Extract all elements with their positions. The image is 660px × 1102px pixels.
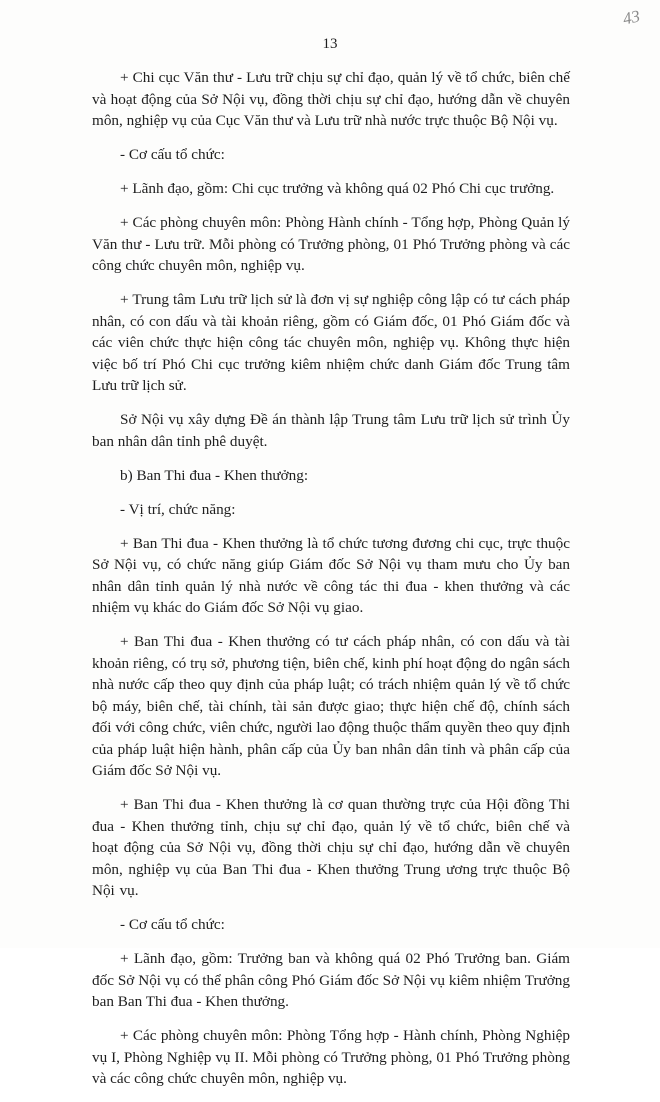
- paragraph: + Lãnh đạo, gồm: Trưởng ban và không quá 02 Phó Trưởng ban. Giám đốc Sở Nội vụ có thể phân công Phó Giám đốc Sở Nội vụ kiêm nhiệm Trưởng ban Ban Thi đua - Khen thưởng.: [92, 950, 570, 1010]
- paragraph: Sở Nội vụ xây dựng Đề án thành lập Trung tâm Lưu trữ lịch sử trình Ủy ban nhân dân tỉnh phê duyệt.: [92, 411, 570, 450]
- page-number: 13: [322, 36, 338, 52]
- section-heading: b) Ban Thi đua - Khen thưởng:: [120, 466, 309, 484]
- paragraph: + Trung tâm Lưu trữ lịch sử là đơn vị sự nghiệp công lập có tư cách pháp nhân, có con dấu và tài khoản riêng, gồm có Giám đốc, 01 Phó Giám đốc và các viên chức thực hiện công tác chuyên môn, nghiệp vụ. Không thực hiện việc bố trí Phó Chi cục trưởng kiêm nhiệm chức danh Giám đốc Trung tâm Lưu trữ lịch sử.: [92, 291, 570, 394]
- paragraph: + Các phòng chuyên môn: Phòng Tổng hợp - Hành chính, Phòng Nghiệp vụ I, Phòng Nghiệp vụ II. Mỗi phòng có Trưởng phòng, 01 Phó Trưởng phòng và các công chức chuyên môn, nghiệp vụ.: [92, 1027, 570, 1087]
- paragraph: - Cơ cấu tổ chức:: [120, 146, 225, 163]
- paragraph: + Ban Thi đua - Khen thưởng có tư cách pháp nhân, có con dấu và tài khoản riêng, có trụ sở, phương tiện, biên chế, kinh phí hoạt động do ngân sách nhà nước cấp theo quy định của pháp luật; có trách nhiệm quản lý về tổ chức bộ máy, biên chế, tài chính, tài sản được giao; thực hiện chế độ, chính sách đối với công chức, viên chức, người lao động thuộc thẩm quyền theo quy định của pháp luật hiện hành, phân cấp của Ủy ban nhân dân tỉnh và phân cấp của Giám đốc Sở Nội vụ.: [92, 633, 570, 779]
- handwritten-page-mark: 43: [621, 6, 642, 29]
- paragraph: + Ban Thi đua - Khen thưởng là cơ quan thường trực của Hội đồng Thi đua - Khen thưởng tỉnh, chịu sự chỉ đạo, quản lý về tổ chức, biên chế và hoạt động của Sở Nội vụ, đồng thời chịu sự chỉ đạo, hướng dẫn về chuyên môn, nghiệp vụ của Ban Thi đua - Khen thưởng Trung ương trực thuộc Bộ Nội vụ.: [92, 796, 570, 899]
- paragraph: + Ban Thi đua - Khen thưởng là tổ chức tương đương chi cục, trực thuộc Sở Nội vụ, có chức năng giúp Giám đốc Sở Nội vụ tham mưu cho Ủy ban nhân dân tỉnh quản lý nhà nước về công tác thi đua - khen thưởng và các nhiệm vụ khác do Giám đốc Sở Nội vụ giao.: [92, 534, 570, 616]
- paragraph: + Lãnh đạo, gồm: Chi cục trưởng và không quá 02 Phó Chi cục trưởng.: [120, 180, 555, 197]
- paragraph: + Chi cục Văn thư - Lưu trữ chịu sự chỉ đạo, quản lý về tổ chức, biên chế và hoạt động của Sở Nội vụ, đồng thời chịu sự chỉ đạo, hướng dẫn về chuyên môn, nghiệp vụ của Cục Văn thư và Lưu trữ nhà nước trực thuộc Bộ Nội vụ.: [92, 69, 570, 129]
- document-body: [92, 67, 570, 1102]
- subsection-heading: - Vị trí, chức năng:: [120, 500, 236, 518]
- subsection-heading: - Cơ cấu tổ chức:: [120, 916, 225, 933]
- paragraph: + Các phòng chuyên môn: Phòng Hành chính - Tổng hợp, Phòng Quản lý Văn thư - Lưu trữ. Mỗi phòng có Trưởng phòng, 01 Phó Trưởng phòng và các công chức chuyên môn, nghiệp vụ.: [92, 214, 570, 274]
